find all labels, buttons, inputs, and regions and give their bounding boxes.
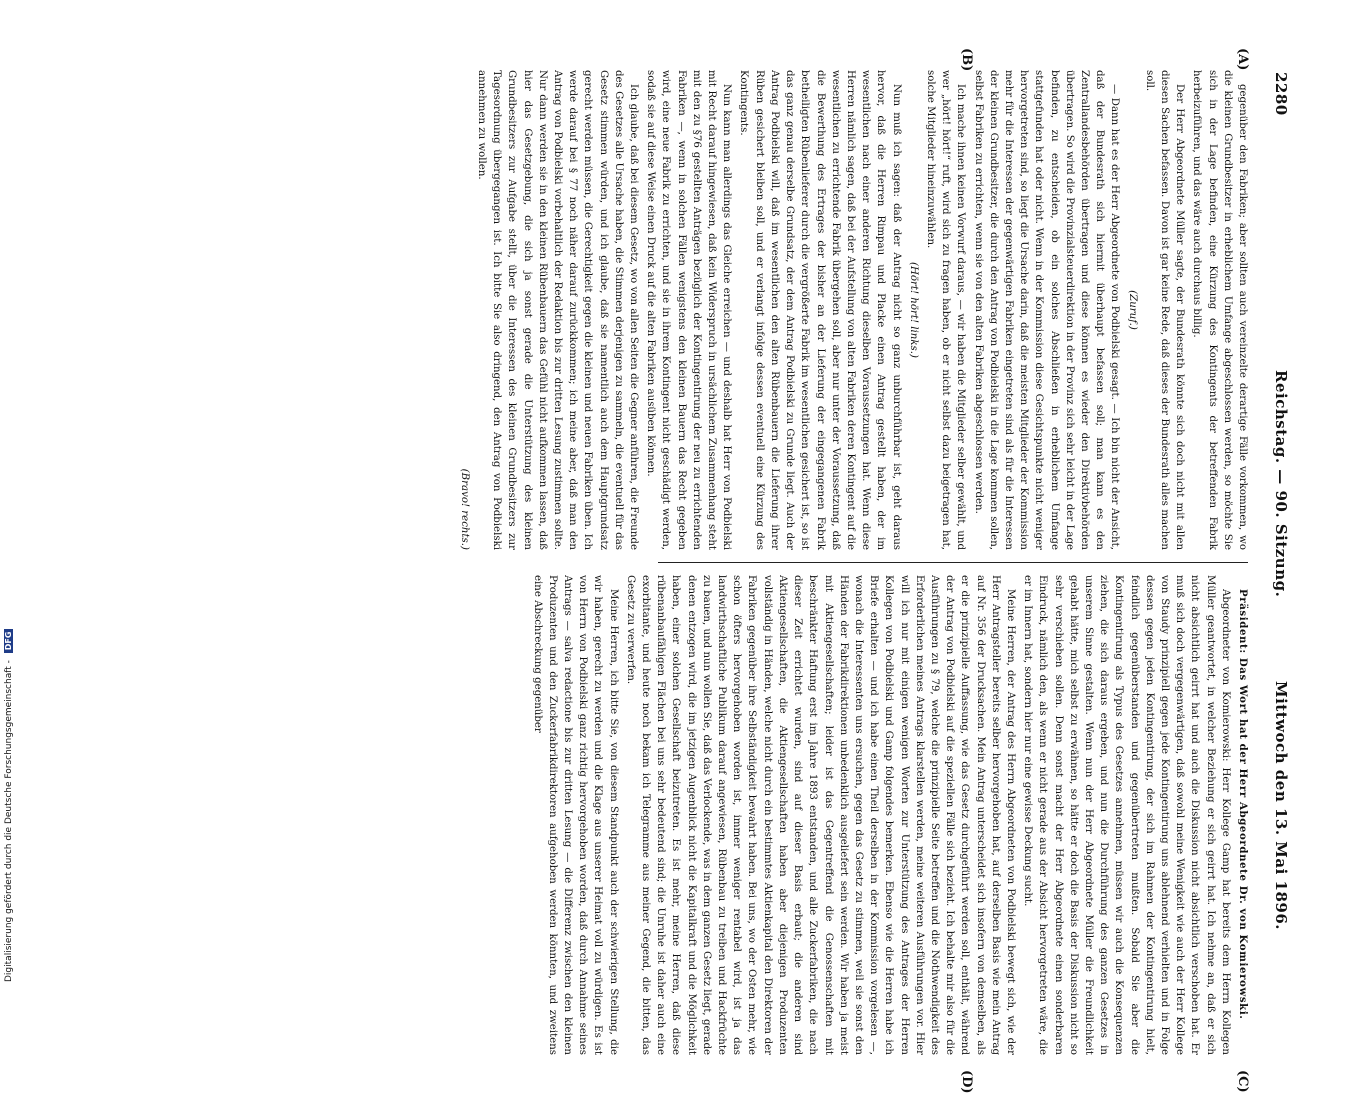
margin-marker-d: (D) [959,1070,974,1094]
paragraph: Ich glaube, daß bei diesem Gesetz, wo von allen Seiten die Gegner anführen, die Freunde des Gesetzes alle Ursache haben, die Stimmen derjenigen zu sammeln, die eventuell für das Gesetz stimmen würden, und ich glaube, daß sie namentlich auch dem Hauptgrundsatz gerecht werden müssen, die Gerechtigkeit gegen die kleinen und neuen Fabriken üben. Ich werde darauf bei § 77 noch näher darauf zurückkommen; ich meine aber, daß man den Antrag von Podbielski vorbehaltlich der Redaktion bis zur dritten Lesung zustimmen sollte. Nur dann werden sie in den kleinen Rübenbauern das Gefühl nicht aufkommen lassen, daß hier das Gesetzgebung, die sich ja sonst gerade die Unterstützung des kleinen Grundbesitzers zur Aufgabe stellt, über die Interessen des kleinen Grundbesitzers zur Tagesordnung übergegangen ist. Ich bitte Sie also dringend, den Antrag von Podbielski annehmen zu wollen. [476,70,640,550]
margin-marker-a: (A) [1235,48,1250,71]
column-divider [658,562,1248,563]
margin-marker-c: (C) [1235,1070,1250,1093]
interjection: (Hört! hört! links.) [907,262,919,358]
margin-marker-b: (B) [959,48,974,72]
paragraph: Meine Herren, ich bitte Sie, von diesem Standpunkt auch der schwierigen Stellung, die wir haben, gerecht zu werden und die Klage aus unserer Heimat voll zu würdigen. Es ist von Herrn von Podbielski ganz richtig hervorgehoben worden, daß durch Annahme seines Antrags — salva redactione bis zur dritten Lesung — die Differenz zwischen den kleinen Produzenten und den Zuckerfabrikdirektoren aufgehoben werden könnten, und zweitens eine Abschreckung gegenüber [531,575,619,1055]
footer-text: Digitalisierung gefördert durch die Deutsche Forschungsgemeinschaft - [4,660,14,982]
session-title: Reichstag. — 90. Sitzung. [1272,370,1290,598]
paragraph: Meine Herren, der Antrag des Herrn Abgeordneten von Podbielski bewegt sich, wie der Herr Antragsteller bereits selber hervorgehoben hat, auf derselben Basis wie mein Antrag auf Nr. 356 der Drucksachen. Mein Antrag unterscheidet sich insofern von demselben, als er die prinzipielle Auffassung, wie das Gesetz durchgeführt werden soll, enthält, während der Antrag von Podbielski auf die speziellen Fälle sich bezieht. Ich behalte mir also für die Ausführungen zu § 79, welche die prinzipielle Seite betreffen und die Nothwendigkeit des Erforderlichen meines Antrags klarstellen werden, meine weiteren Ausführungen vor. Hier will ich nur mit einigen wenigen Worten zur Unterstützung des Antrages der Herren Kollegen von Podbielski und Gamp folgendes bemerken. Ebenso wie die Herren habe ich Briefe erhalten — und ich habe einen Theil derselben in der Kommission vorgelesen —, wonach die Interessenten uns ersuchen, gegen das Gesetz zu stimmen, weil sie sonst den Händen der Fabrikdirektionen unbedenklich ausgeliefert sein werden. Wir haben ja meist mit Aktiengesellschaften; leider ist das Gegentreffend die Genossenschaften mit beschränkter Haftung erst im Jahre 1893 entstanden, und alle Zuckerfabriken, die nach dieser Zeit errichtet wurden, sind auf dieser Basis erbaut; die anderen sind Aktiengesellschaften, die Aktiengesellschaften haben aber diejenigen Produzenten vollständig in Händen, welche nicht durch ein bestimmtes Aktienkapital den Direktoren der Fabriken gegenüber ihre Selbständigkeit bewahrt haben. Bei uns, wo der Osten mehr, wie schon öfters hervorgehoben worden ist, immer weniger rentabel wird, ist ja das landwirthschaftliche Publikum darauf angewiesen, Rübenbau zu treiben und Hackfrüchte zu bauen, und nun wollen Sie, daß das Verlockende, was in dem ganzen Gesetz liegt, gerade denen entzogen wird, die im jetzigen Augenblick nicht die Kapitalkraft und die Möglichkeit haben, einer solchen Gesellschaft beizutreten. Es ist mehr, meine Herren, daß diese rübenanbaufähigen Flächen bei uns sehr bedeutend sind; die Unruhe ist daher auch eine exorbitante, und heute noch bekam ich Telegramme aus meiner Gegend, die bitten, das Gesetz zu verwerfen. [624,575,1016,1055]
paragraph: gegenüber den Fabriken; aber sollten auch vereinzelte derartige Fälle vorkommen, wo die kleinen Grundbesitzer in erheblichem Umfange abgeschlossen werden, so möchte Sie sich in der Lage befinden, eine Kürzung des Kontingents der betreffenden Fabrik herbeizuführen, und das wäre auch durchaus billig. [1191,70,1248,550]
paragraph: Abgeordneter von Komierowski: Herr Kollege Gamp hat bereits dem Herrn Kollegen Müller geantwortet, in welcher Beziehung er sich geirrt hat. Ich nehme an, daß er sich nicht absichtlich geirrt hat und auch die Diskussion nicht absichtlich verschoben hat. Er muß sich doch vergegenwärtigen, daß sowohl meine Wenigkeit wie auch der Herr Kollege von Staudy prinzipiell gegen jede Kontingentirung uns ablehnend verhielten und in Folge dessen gegen jeden Kontingentirung, der sich im Rahmen der Kontingentirung hielt, feindlich gegenüberstanden und gegenübertreten mußten. Sobald Sie aber die Kontingentirung als Typus des Gesetzes annehmen, müssen wir auch die Konsequenzen ziehen, die sich daraus ergeben, und nun die Durchführung des ganzen Gesetzes in unserem Sinne gestalten. Wenn nun der Herr Abgeordnete Müller die Freundlichkeit gehabt hätte, mich selbst zu erwähnen, so hätte er doch die Basis der Diskussion nicht so sehr verschieben sollen. Denn sonst macht der Herr Abgeordnete einen sonderbaren Eindruck, nämlich den, als wenn er nicht gerade aus der Absicht hervorgetreten wäre, die er im Innern hat, sondern hier nur eine gewisse Deckung sucht. [1022,575,1231,1055]
paragraph: Nun muß ich sagen: daß der Antrag nicht so ganz unburchführbar ist, geht daraus hervor, daß die Herren Rimpau und Placke einen Antrag gestellt haben, der im wesentlichen nach einer anderen Richtung dieselben Voraussetzungen hat. Wenn diese Herren nämlich sagen, daß bei der Aufstellung von alten Fabriken deren Kontingent auf die wesentlichen zu errichtende Fabrik übergehen soll, aber nur unter der Voraussetzung, daß die Bewerthung des Ertrages der bisher an der Lieferung der eingegangenen Fabrik betheiligten Rübenlieferer durch die vergrößerte Fabrik im wesentlichen gesichert ist, so ist das ganz genau derselbe Grundsatz, der dem Antrag Podbielski zu Grunde liegt. Auch der Antrag Podbielski will, daß im wesentlichen den alten Rübenbauern die Lieferung ihrer Rüben gesichert bleiben soll, und er verlangt infolge dessen eventuell eine Kürzung des Kontingents. [738,70,902,550]
page-header [1268,70,1290,930]
paragraph: Der Herr Abgeordnete Müller sagte, der Bundesrath könnte sich doch nicht mit allen diesen Sachen befassen. Davon ist gar keine Rede, daß dieses der Bundesrath alles machen soll. [1143,70,1186,550]
interjection: (Bravo! rechts.) [458,468,470,550]
session-date: Mittwoch den 13. Mai 1896. [1272,680,1290,930]
interjection: (Zuruf.) [1126,290,1138,330]
left-column [458,70,1250,550]
right-column [531,575,1250,1055]
paragraph: Nun kann man allerdings das Gleiche erreichen — und deshalb hat Herr von Podbielski mit Recht darauf hingewiesen, daß kein Widerspruch in ursächlichem Zusammenhang steht mit den zu §76 gestellten Anträgen bezüglich der Kontingentirung der neu zu errichtenden Fabriken —, wenn in solchen Fällen wenigstens den kleinen Bauern das Recht gegeben wird, eine neue Fabrik zu errichten, und sie in ihrem Kontingent nicht geschädigt werden, sodaß sie auf diese Weise einen Druck auf die alten Fabriken ausüben können. [645,70,733,550]
paragraph: — Dann hat es der Herr Abgeordnete von Podbielski gesagt. — Ich bin nicht der Ansicht, daß der Bundesrath sich hiermit überhaupt befassen soll; man kann es den Zentrallandesbehörden übertragen und diese können es wieder den Direktivbehörden übertragen. So wird die Provinzialsteuerdirektion in der Provinz sich sehr leicht in der Lage befinden, zu entscheiden, ob ein solches Abschließen in erheblichem Umfange stattgefunden hat oder nicht. Wenn in der Kommission diese Gesichtspunkte nicht weniger hervorgetreten sind, so liegt die Ursache darin, daß die meisten Mitglieder der Kommission mehr für die Interessen der gegenwärtigen Fabriken eingetreten sind als für die Interessen der kleinen Grundbesitzer, die durch den Antrag von Podbielski in die Lage kommen sollen, selbst Fabriken zu errichten, wenn sie von den alten Fabriken abgeschlossen werden. [972,70,1121,550]
digitization-footer [4,0,20,982]
rotated-page [60,48,1290,1094]
dfg-logo: DFG [4,629,13,654]
paragraph: Ich mache ihnen keinen Vorwurf daraus, — wir haben die Mitglieder selber gewählt, und wer „hört! hört!“ ruft, wird sich zu fragen haben, ob er nicht selbst dazu beigetragen hat, solche Mitglieder hineinzuwählen. [924,70,967,550]
speaker-line: Präsident: Das Wort hat der Herr Abgeordnete Dr. von Komierowski. [1237,589,1249,1020]
page-number: 2280 [1272,72,1290,116]
